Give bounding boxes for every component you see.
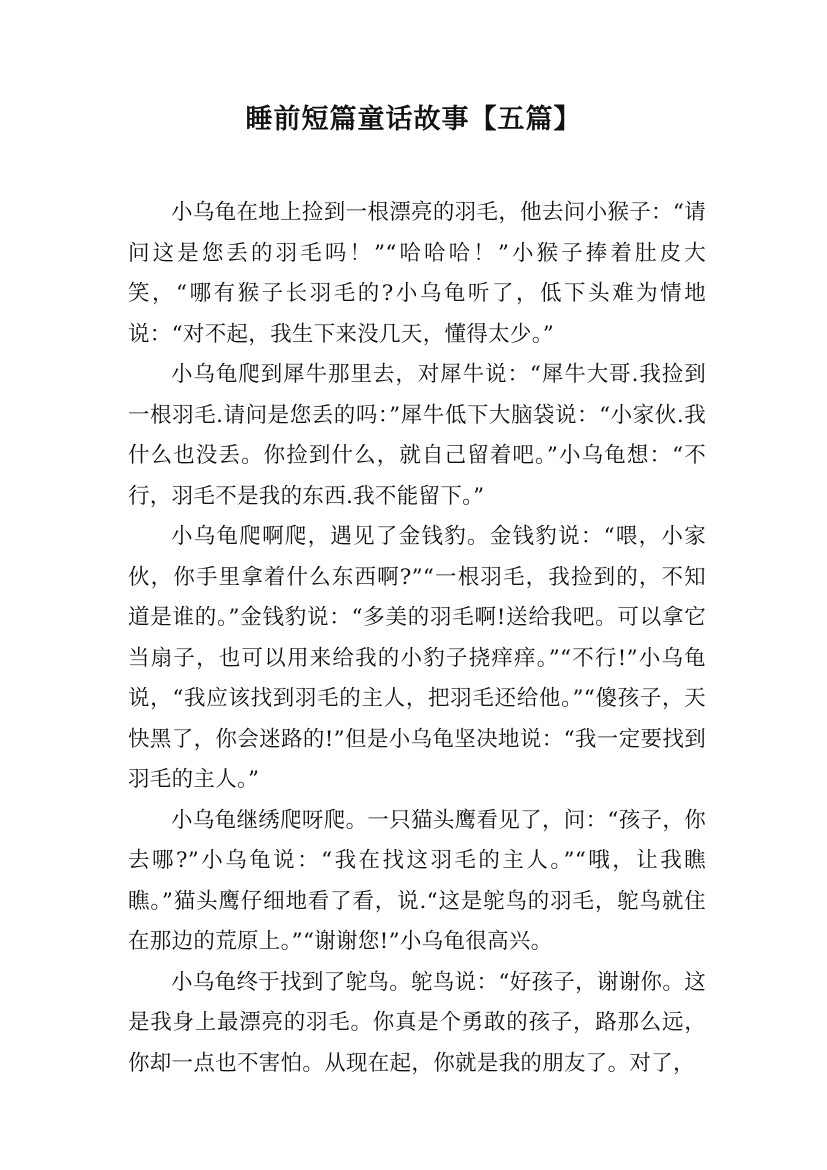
- document-body: [128, 193, 706, 1084]
- paragraph: 小乌龟终于找到了鸵鸟。鸵鸟说：“好孩子，谢谢你。这是我身上最漂亮的羽毛。你真是个勇敢的孩子，路那么远，你却一点也不害怕。从现在起，你就是我的朋友了。对了，: [128, 969, 706, 1076]
- document-title: 睡前短篇童话故事【五篇】: [245, 104, 582, 135]
- paragraph: 小乌龟继绣爬呀爬。一只猫头鹰看见了，问：“孩子，你去哪?”小乌龟说：“我在找这羽毛的主人。”“哦，让我瞧瞧。”猫头鹰仔细地看了看，说.“这是鸵鸟的羽毛，鸵鸟就住在那边的荒原上。”“谢谢您!”小乌龟很高兴。: [128, 807, 706, 954]
- paragraph: 小乌龟爬到犀牛那里去，对犀牛说：“犀牛大哥.我捡到一根羽毛.请问是您丢的吗：”犀牛低下大脑袋说：“小家伙.我什么也没丢。你捡到什么，就自己留着吧。”小乌龟想：“不行，羽毛不是我的东西.我不能留下。”: [128, 362, 706, 509]
- paragraph: 小乌龟爬啊爬，遇见了金钱豹。金钱豹说：“喂，小家伙，你手里拿着什么东西啊?”“一根羽毛，我捡到的，不知道是谁的。”金钱豹说：“多美的羽毛啊!送给我吧。可以拿它当扇子，也可以用来给我的小豹子挠痒痒。”“不行!”小乌龟说，“我应该找到羽毛的主人，把羽毛还给他。”“傻孩子，天快黑了，你会迷路的!”但是小乌龟坚决地说：“我一定要找到羽毛的主人。”: [128, 524, 706, 792]
- paragraph: 小乌龟在地上捡到一根漂亮的羽毛，他去问小猴子：“请问这是您丢的羽毛吗！”“哈哈哈！”小猴子捧着肚皮大笑，“哪有猴子长羽毛的?小乌龟听了，低下头难为情地说：“对不起，我生下来没几天，懂得太少。”: [128, 200, 706, 347]
